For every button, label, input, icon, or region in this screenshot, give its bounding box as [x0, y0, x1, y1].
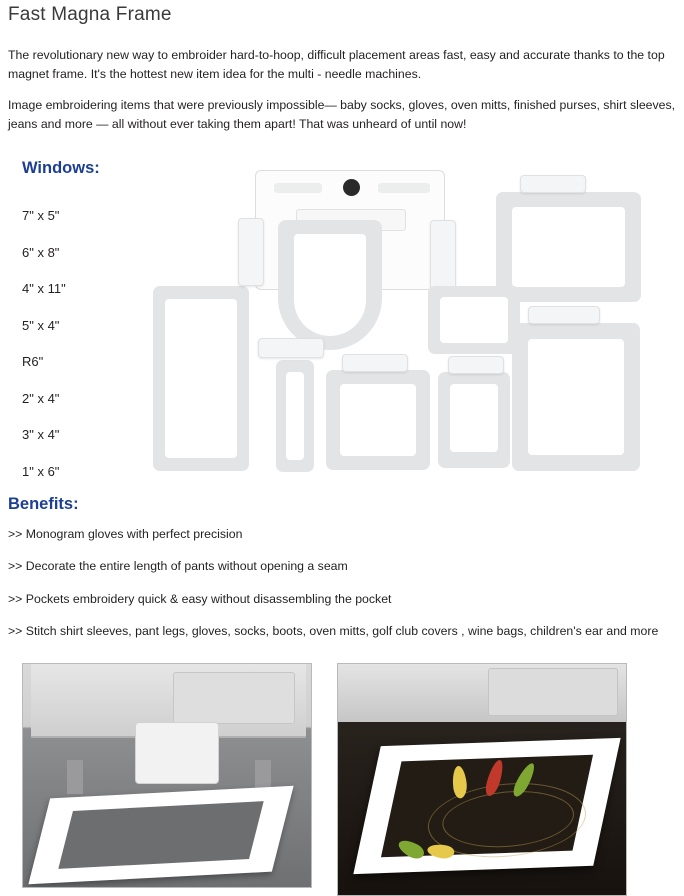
windows-size-list: [22, 198, 152, 490]
screw-icon: [343, 179, 360, 196]
hoop-3x4: [326, 370, 430, 470]
magnet-bar-right-hoop: [528, 306, 600, 324]
photo-row: [0, 655, 684, 895]
hoop-family-illustration: [150, 160, 650, 480]
windows-heading: Windows:: [22, 159, 100, 177]
list-item: >> Pockets embroidery quick & easy without disassembling the pocket: [8, 591, 392, 606]
intro-paragraph-2: Image embroidering items that were previously impossible— baby socks, gloves, oven mitts, finished purses, shirt sleeves, jeans and more — all without ever taking them apart! That was unheard of until now!: [8, 98, 676, 132]
list-item: 1" x 6": [22, 463, 60, 479]
intro-paragraph-1: The revolutionary new way to embroider hard-to-hoop, difficult placement areas fast, easy and accurate thanks to the top magnet frame. It's the hottest new item idea for the multi - needle machines.: [8, 48, 665, 82]
hoop-7x5: [496, 192, 641, 302]
benefits-heading: Benefits:: [8, 495, 79, 513]
list-item: 5" x 4": [22, 317, 60, 333]
list-item: >> Monogram gloves with perfect precision: [8, 527, 243, 541]
list-item: 7" x 5": [22, 208, 60, 223]
hoop-6x8: [512, 323, 640, 471]
hoop-5x4: [428, 286, 520, 354]
hoop-4x11: [153, 286, 249, 471]
photo-frame-on-garment: [337, 663, 627, 896]
list-item: 4" x 11": [22, 281, 66, 296]
magnet-bar-right: [430, 220, 456, 292]
hoop-2x4: [438, 372, 510, 468]
page-title: Fast Magna Frame: [8, 4, 172, 25]
magnet-bar-3x4: [342, 354, 408, 372]
magnet-bar-loose-1: [258, 338, 324, 358]
benefits-list: [8, 525, 678, 655]
list-item: >> Decorate the entire length of pants without opening a seam: [8, 559, 348, 574]
list-item: R6": [22, 354, 44, 369]
list-item: 2" x 4": [22, 390, 60, 406]
magnet-bar-top-right: [520, 175, 586, 193]
magnet-bar-left: [238, 218, 264, 286]
photo-machine-with-frame: [22, 663, 312, 888]
hoop-r6-round: [278, 220, 382, 350]
list-item: >> Stitch shirt sleeves, pant legs, gloves, socks, boots, oven mitts, golf club covers , wine bags, children's ear and more: [8, 624, 659, 639]
list-item: 6" x 8": [22, 244, 60, 260]
list-item: 3" x 4": [22, 427, 60, 442]
hoop-1x6: [276, 360, 314, 472]
magnet-bar-2x4: [448, 356, 504, 374]
